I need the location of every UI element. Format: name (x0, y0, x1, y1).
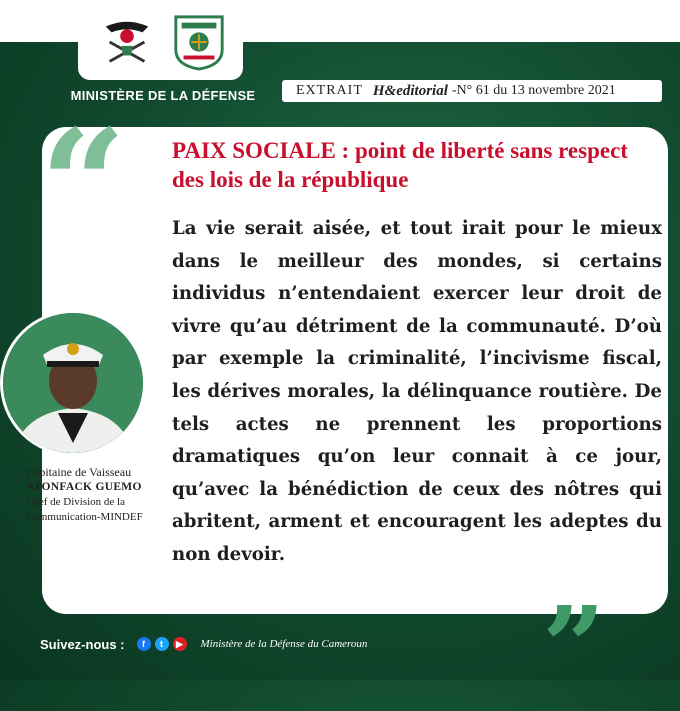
eagle-emblem-icon (98, 12, 156, 72)
open-quote-icon: “ (40, 97, 127, 273)
author-role: Chef de Division de la Communication-MINDEF (26, 496, 143, 523)
footer (40, 634, 367, 654)
extract-label: EXTRAIT (296, 83, 363, 98)
publication-logo: H&editorial (372, 82, 448, 99)
article-title: PAIX SOCIALE : point de liberté sans respect des lois de la république (172, 138, 628, 192)
author-caption (26, 465, 166, 525)
author-rank: Capitaine de Vaisseau (26, 465, 132, 479)
article-body: La vie serait aisée, et tout irait pour le mieux dans le meilleur des mondes, si certains individus n’entendaient exercer leur droit de vivre qu’au détriment de la communauté. D’où par exemple la criminalité, l’incivisme fiscal, les dérives morales, la délinquance routière. De tels actes ne prennent les proportions dramatiques qu’on leur connait à ce jour, qu’avec la bénédiction de ceux des nôtres qui abritent, arment et encouragent les adeptes du non devoir. (172, 218, 662, 565)
shield-emblem-icon (170, 12, 228, 72)
author-name: ATONFACK GUEMO (26, 481, 142, 493)
ministry-name: MINISTÈRE DE LA DÉFENSE (70, 88, 256, 103)
social-account-name: Ministère de la Défense du Cameroun (200, 638, 368, 650)
logo-box (78, 0, 243, 80)
close-quote-icon: ” (542, 582, 606, 711)
facebook-icon[interactable]: f (137, 637, 151, 651)
author-photo (0, 310, 146, 456)
follow-label: Suivez-nous : (40, 636, 125, 652)
extract-banner (282, 80, 662, 102)
youtube-icon[interactable]: ▶ (173, 637, 187, 651)
twitter-icon[interactable]: t (155, 637, 169, 651)
issue-info: -N° 61 du 13 novembre 2021 (451, 83, 616, 98)
officer-portrait-icon (3, 313, 143, 453)
